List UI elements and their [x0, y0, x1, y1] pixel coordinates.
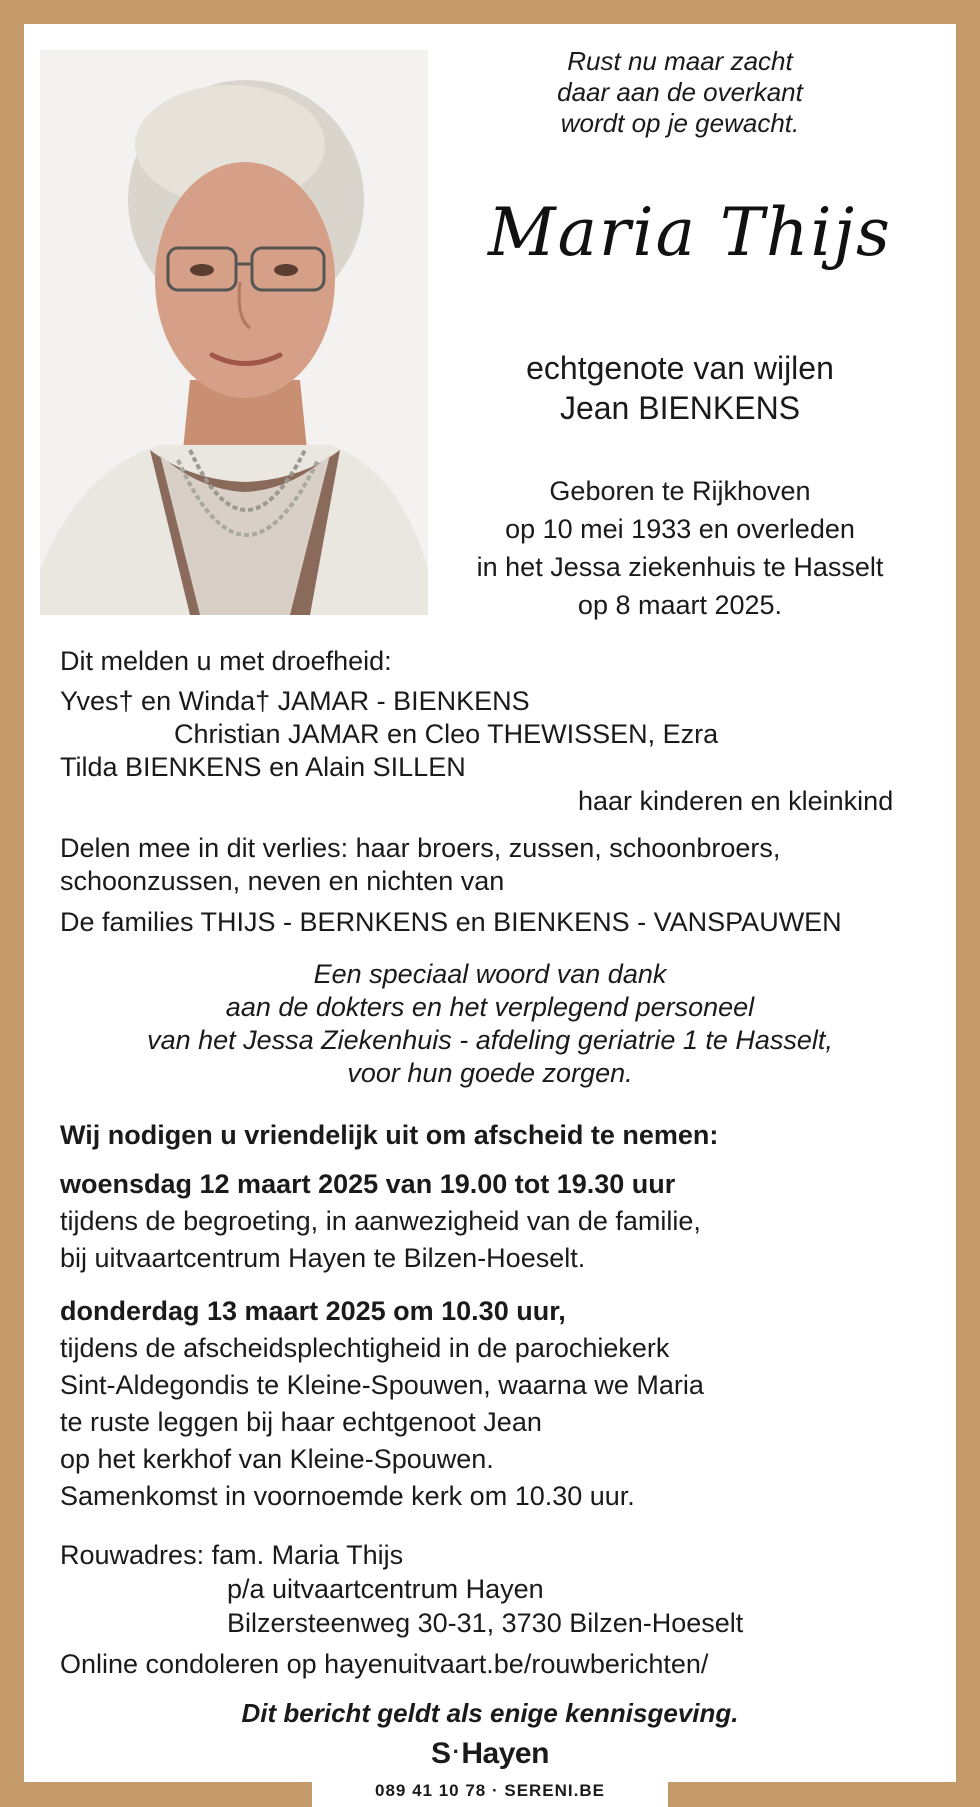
spouse-line: echtgenote van wijlen: [526, 350, 834, 386]
thanks-line: Een speciaal woord van dank: [313, 959, 667, 989]
poem-line: daar aan de overkant: [557, 77, 803, 107]
invite-heading: Wij nodigen u vriendelijk uit om afscheid te nemen:: [60, 1120, 719, 1150]
thanks-line: voor hun goede zorgen.: [347, 1058, 633, 1088]
footer-contact: 089 41 10 78 · SERENI.BE: [312, 1775, 668, 1807]
spouse-info: [420, 348, 940, 428]
poem-line: wordt op je gewacht.: [560, 108, 800, 138]
hayen-logo: [370, 1734, 610, 1772]
born-line: op 10 mei 1933 en overleden: [505, 514, 855, 544]
thanks-message: [60, 958, 920, 1090]
born-line: op 8 maart 2025.: [577, 590, 783, 620]
share-line: schoonzussen, neven en nichten van: [60, 866, 505, 896]
visitation-line: tijdens de begroeting, in aanwezigheid van de familie,: [60, 1206, 701, 1236]
ceremony-line: te ruste leggen bij haar echtgenoot Jean: [60, 1407, 542, 1437]
poem: [470, 46, 890, 139]
logo-dot: ·: [452, 1739, 460, 1764]
address-line: p/a uitvaartcentrum Hayen: [227, 1574, 544, 1604]
ceremony-heading: donderdag 13 maart 2025 om 10.30 uur,: [60, 1296, 566, 1326]
children-line: Yves† en Winda† JAMAR - BIENKENS: [60, 686, 530, 716]
visitation-line: bij uitvaartcentrum Hayen te Bilzen-Hoeselt.: [60, 1243, 586, 1273]
children-line: Christian JAMAR en Cleo THEWISSEN, Ezra: [174, 719, 719, 749]
deceased-name: Maria Thijs: [488, 194, 892, 271]
born-line: Geboren te Rijkhoven: [549, 476, 811, 506]
born-line: in het Jessa ziekenhuis te Hasselt: [476, 552, 884, 582]
children-line: Tilda BIENKENS en Alain SILLEN: [60, 752, 466, 782]
visitation-heading: woensdag 12 maart 2025 van 19.00 tot 19.30 uur: [60, 1169, 676, 1199]
portrait-illustration: [40, 50, 428, 615]
thanks-line: van het Jessa Ziekenhuis - afdeling geriatrie 1 te Hasselt,: [147, 1025, 833, 1055]
share-families: De families THIJS - BERNKENS en BIENKENS - VANSPAUWEN: [60, 907, 842, 937]
ceremony-line: Sint-Aldegondis te Kleine-Spouwen, waarna we Maria: [60, 1370, 704, 1400]
online-condolence-link[interactable]: Online condoleren op hayenuitvaart.be/rouwberichten/: [60, 1649, 709, 1679]
logo-wordmark: Hayen: [461, 1737, 549, 1770]
thanks-line: aan de dokters en het verplegend personeel: [225, 992, 755, 1022]
ceremony-line: Samenkomst in voornoemde kerk om 10.30 uur.: [60, 1481, 635, 1511]
ceremony-line: tijdens de afscheidsplechtigheid in de parochiekerk: [60, 1333, 670, 1363]
announce-intro: Dit melden u met droefheid:: [60, 646, 392, 676]
share-line: Delen mee in dit verlies: haar broers, zussen, schoonbroers,: [60, 833, 781, 863]
logo-letter: S: [431, 1737, 451, 1770]
closing-note: Dit bericht geldt als enige kennisgeving.: [241, 1698, 739, 1728]
address-line: Rouwadres: fam. Maria Thijs: [60, 1540, 404, 1570]
address-line: Bilzersteenweg 30-31, 3730 Bilzen-Hoeselt: [227, 1608, 744, 1638]
children-relation: haar kinderen en kleinkind: [578, 786, 894, 816]
portrait-photo: [40, 50, 428, 615]
spouse-line: Jean BIENKENS: [559, 390, 801, 426]
ceremony-line: op het kerkhof van Kleine-Spouwen.: [60, 1444, 494, 1474]
poem-line: Rust nu maar zacht: [567, 46, 793, 76]
birth-death-info: [420, 472, 940, 624]
